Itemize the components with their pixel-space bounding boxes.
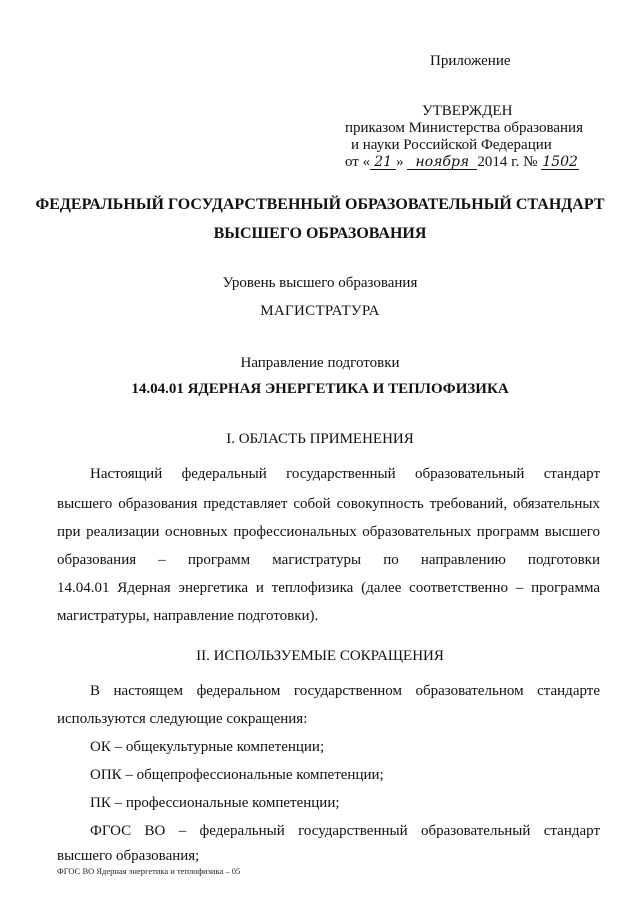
section-1-heading: I. ОБЛАСТЬ ПРИМЕНЕНИЯ: [226, 431, 414, 447]
abbreviation-fgos-line: ФГОС ВО – федеральный государственный образовательный стандарт: [90, 823, 600, 839]
abbreviation-opk: ОПК – общепрофессиональные компетенции;: [90, 767, 384, 783]
date-year: 2014 г. №: [477, 154, 538, 170]
standard-title: [0, 190, 640, 248]
section-1-line: Настоящий федеральный государственный образовательный стандарт: [90, 466, 600, 482]
section-1-line: образования – программ магистратуры по направлению подготовки: [57, 552, 600, 568]
section-2-heading: II. ИСПОЛЬЗУЕМЫЕ СОКРАЩЕНИЯ: [196, 648, 444, 664]
approval-block: [345, 103, 583, 171]
handwritten-month: ноября: [407, 155, 477, 170]
abbreviation-pk: ПК – профессиональные компетенции;: [90, 795, 340, 811]
direction-value: 14.04.01 ЯДЕРНАЯ ЭНЕРГЕТИКА И ТЕПЛОФИЗИКА: [131, 381, 509, 397]
level-label: Уровень высшего образования: [222, 275, 418, 291]
section-1-line: при реализации основных профессиональных образовательных программ высшего: [57, 524, 600, 540]
appendix-label: Приложение: [430, 53, 511, 69]
section-1-line: высшего образования представляет собой совокупность требований, обязательных: [57, 496, 600, 512]
order-line-2: и науки Российской Федерации: [351, 137, 552, 153]
standard-title-line-1: ФЕДЕРАЛЬНЫЙ ГОСУДАРСТВЕННЫЙ ОБРАЗОВАТЕЛЬНЫЙ СТАНДАРТ: [35, 196, 605, 213]
handwritten-day: 21: [370, 155, 396, 170]
abbreviation-ok: ОК – общекультурные компетенции;: [90, 739, 325, 755]
section-1-line: 14.04.01 Ядерная энергетика и теплофизика (далее соответственно – программа: [57, 580, 600, 596]
approved-label: УТВЕРЖДЕН: [422, 103, 513, 119]
section-2-intro-line: используются следующие сокращения:: [57, 711, 308, 727]
page-footer: ФГОС ВО Ядерная энергетика и теплофизика – 05: [57, 866, 241, 876]
date-mid: »: [396, 154, 404, 170]
abbreviation-fgos-line: высшего образования;: [57, 848, 200, 864]
handwritten-order-number: 1502: [542, 154, 578, 170]
section-2-intro-line: В настоящем федеральном государственном образовательном стандарте: [90, 683, 600, 699]
section-1-line: магистратуры, направление подготовки).: [57, 608, 319, 624]
order-date-line: [345, 154, 583, 171]
date-prefix: от «: [345, 154, 371, 170]
direction-label: Направление подготовки: [240, 355, 400, 371]
level-value: МАГИСТРАТУРА: [260, 303, 380, 319]
standard-title-line-2: ВЫСШЕГО ОБРАЗОВАНИЯ: [213, 225, 427, 242]
order-line-1: приказом Министерства образования: [345, 120, 583, 136]
